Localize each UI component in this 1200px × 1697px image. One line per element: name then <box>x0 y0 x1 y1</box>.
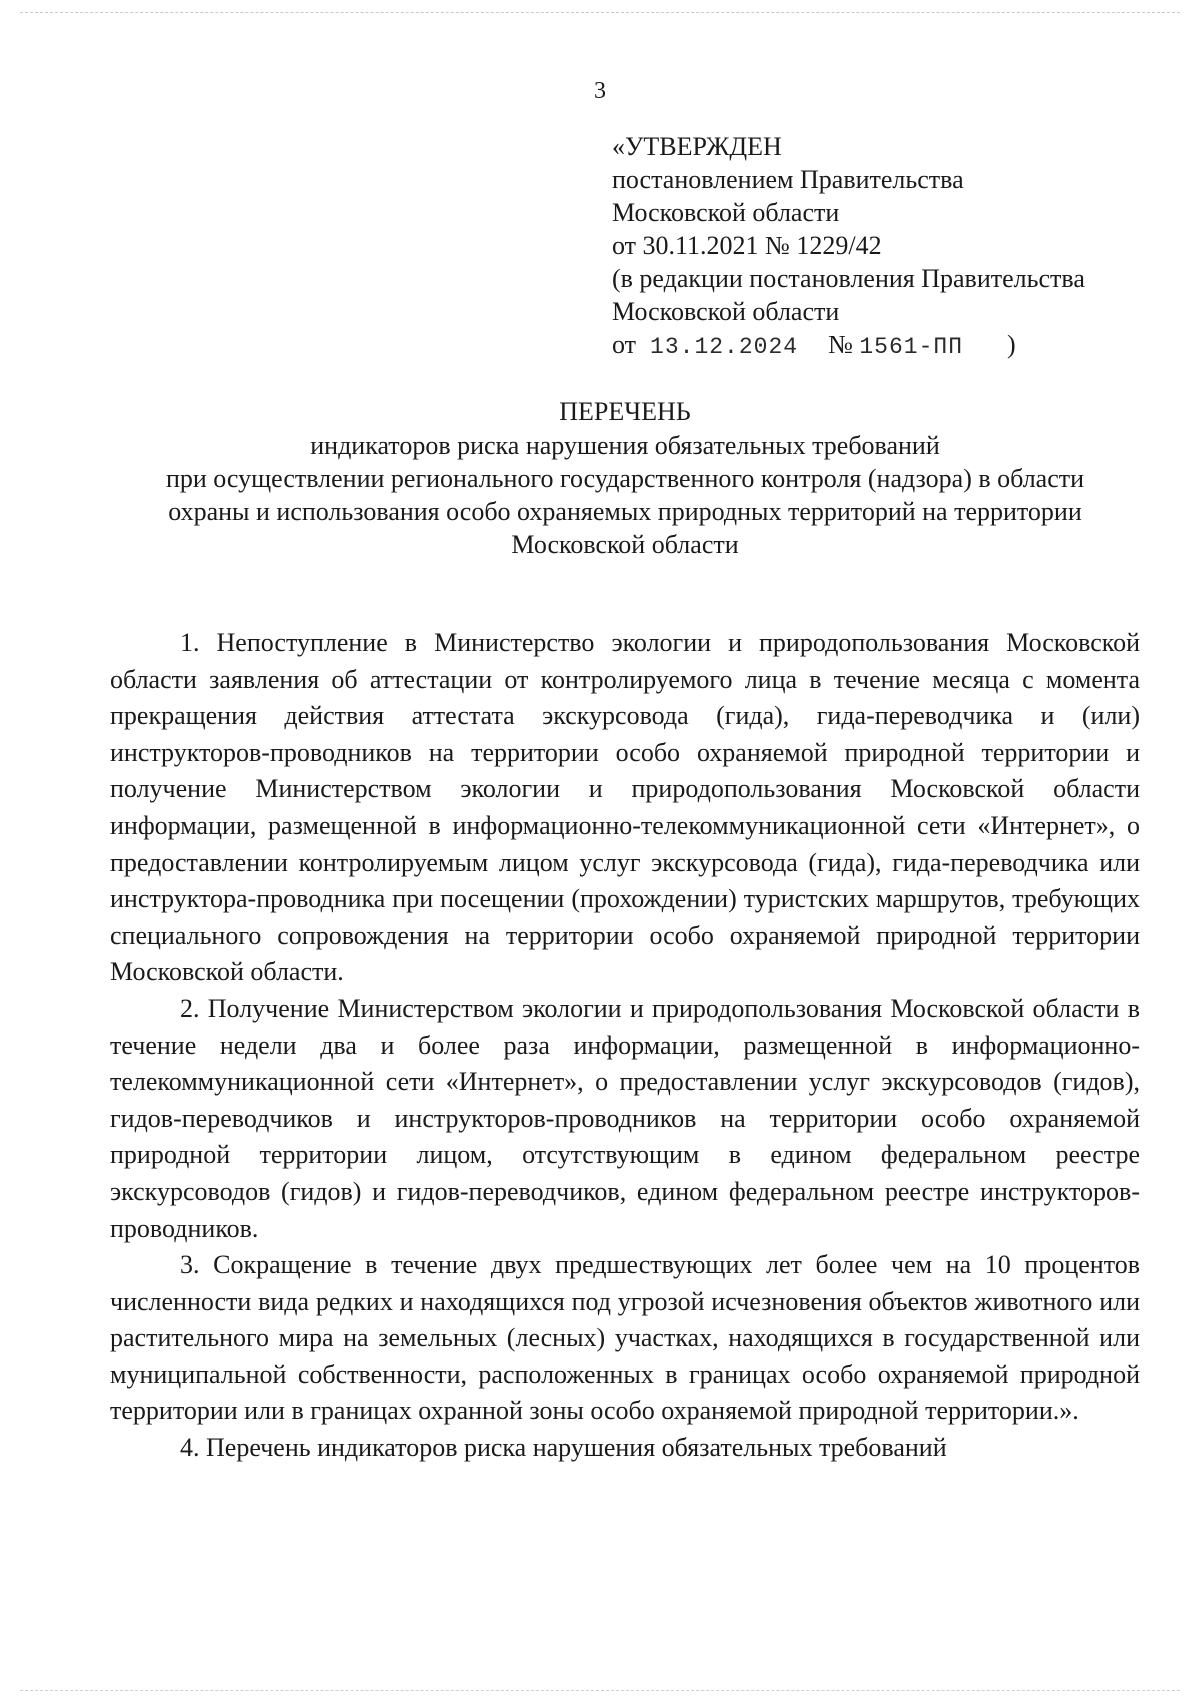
approval-date: 13.12.2024 <box>650 334 799 360</box>
document-body <box>110 625 1140 1467</box>
document-heading <box>110 395 1140 561</box>
heading-line-4: Московской области <box>511 530 739 559</box>
approval-stamp-block <box>612 130 1172 364</box>
heading-title: ПЕРЕЧЕНЬ <box>559 397 691 426</box>
approval-number-sign: № <box>828 330 853 359</box>
approval-date-number-line <box>612 328 1172 364</box>
approval-line-2: постановлением Правительства <box>612 165 964 194</box>
approval-line-5: (в редакции постановления Правительства <box>612 264 1085 293</box>
approval-close-paren: ) <box>1007 330 1016 359</box>
paragraph-1: 1. Непоступление в Министерство экологии и природопользования Московской области заявления об аттестации от контролируемого лица в течение месяца с момента прекращения действия аттестата экскурсовода (гида), гида-переводчика и (или) инструкторов-проводников на территории особо охраняемой природной территории и получение Министерством экологии и природопользования Московской области информации, размещенной в информационно-телекоммуникационной сети «Интернет», о предоставлении контролируемым лицом услуг экскурсовода (гида), гида-переводчика или инструктора-проводника при посещении (прохождении) туристских маршрутов, требующих специального сопровождения на территории особо охраняемой природной территории Московской области. <box>110 628 1140 987</box>
paragraph-2: 2. Получение Министерством экологии и природопользования Московской области в течение недели два и более раза информации, размещенной в информационно-телекоммуникационной сети «Интернет», о предоставлении услуг экскурсоводов (гидов), гидов-переводчиков и инструкторов-проводников на территории особо охраняемой природной территории лицом, отсутствующим в едином федеральном реестре экскурсоводов (гидов) и гидов-переводчиков, едином федеральном реестре инструкторов-проводников. <box>110 993 1140 1243</box>
scan-edge-bottom <box>20 1690 1180 1691</box>
heading-line-2: при осуществлении регионального государственного контроля (надзора) в области <box>165 464 1085 493</box>
page-number: 3 <box>594 78 606 104</box>
approval-number: 1561-ПП <box>859 334 963 360</box>
heading-line-1: индикаторов риска нарушения обязательных требований <box>310 431 940 460</box>
approval-line-4: от 30.11.2021 № 1229/42 <box>612 231 882 260</box>
paragraph-3: 3. Сокращение в течение двух предшествующих лет более чем на 10 процентов численности вида редких и находящихся под угрозой исчезновения объектов животного или растительного мира на земельных (лесных) участках, находящихся в государственной или муниципальной собственности, расположенных в границах особо охраняемой природной территории или в границах охранной зоны особо охраняемой природной территории.». <box>110 1250 1140 1426</box>
approval-line-6: Московской области <box>612 297 840 326</box>
approval-line-3: Московской области <box>612 198 840 227</box>
paragraph-4: 4. Перечень индикаторов риска нарушения обязательных требований <box>180 1433 947 1463</box>
heading-line-3: охраны и использования особо охраняемых природных территорий на территории <box>168 497 1082 526</box>
approval-line-1: «УТВЕРЖДЕН <box>612 132 782 161</box>
scan-edge-top <box>20 12 1180 13</box>
approval-from-label: от <box>612 330 637 359</box>
